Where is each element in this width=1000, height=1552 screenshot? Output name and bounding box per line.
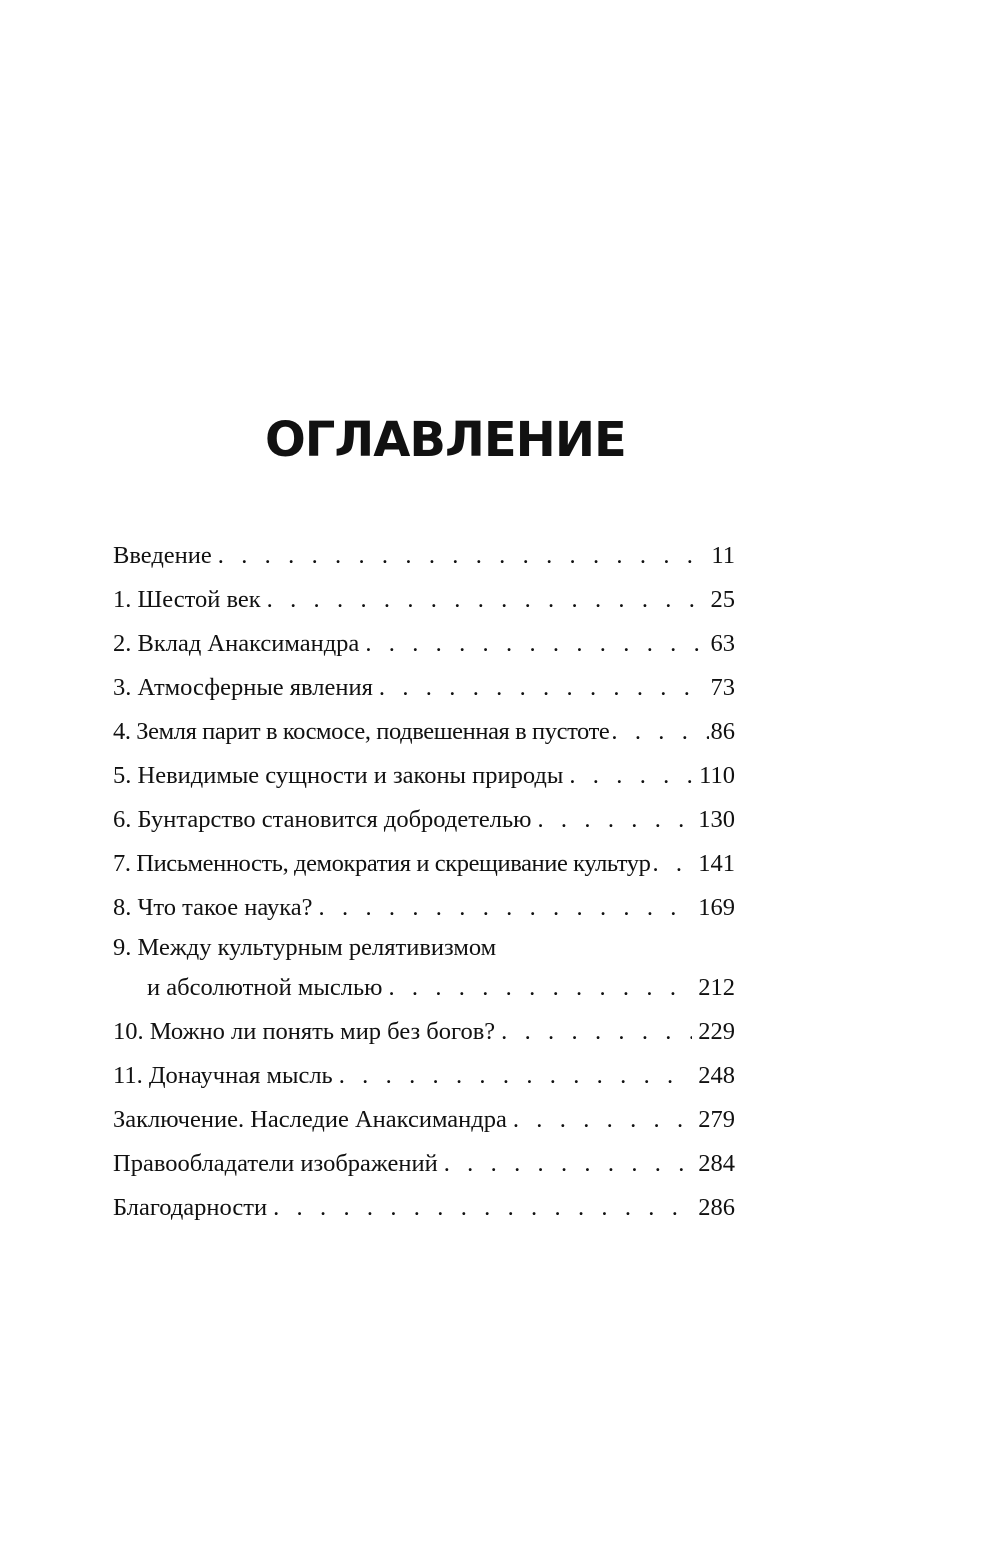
toc-entry-label: 2. Вклад Анаксимандра bbox=[113, 630, 360, 657]
dot-leader bbox=[339, 1054, 693, 1098]
toc-entry-conclusion[interactable] bbox=[113, 1098, 735, 1142]
toc-entry-chapter-1[interactable] bbox=[113, 578, 735, 622]
dot-leader bbox=[444, 1142, 693, 1186]
toc-entry-chapter-7[interactable] bbox=[113, 842, 735, 886]
toc-page-number: 279 bbox=[698, 1106, 735, 1133]
toc-entry-chapter-9[interactable] bbox=[113, 930, 735, 966]
toc-page-number: 169 bbox=[698, 894, 735, 921]
toc-page-number: 11 bbox=[711, 542, 735, 569]
toc-page-number: 63 bbox=[710, 630, 735, 657]
dot-leader bbox=[569, 754, 693, 798]
toc-page-number: 86 bbox=[710, 718, 735, 745]
toc-page-number: 73 bbox=[710, 674, 735, 701]
toc-entry-chapter-8[interactable] bbox=[113, 886, 735, 930]
toc-page-number: 130 bbox=[698, 806, 735, 833]
toc-entry-label: Заключение. Наследие Анаксимандра bbox=[113, 1106, 507, 1133]
toc-entry-chapter-2[interactable] bbox=[113, 622, 735, 666]
dot-leader bbox=[267, 578, 705, 622]
toc-entry-chapter-4[interactable] bbox=[113, 710, 735, 754]
dot-leader bbox=[365, 622, 704, 666]
toc-entry-chapter-3[interactable] bbox=[113, 666, 735, 710]
toc-entry-chapter-6[interactable] bbox=[113, 798, 735, 842]
toc-page-number: 212 bbox=[698, 974, 735, 1001]
toc-entry-label: Введение bbox=[113, 542, 212, 569]
dot-leader bbox=[379, 666, 705, 710]
toc-entry-label: 9. Между культурным релятивизмом bbox=[113, 934, 497, 961]
toc-entry-label: 6. Бунтарство становится добродетелью bbox=[113, 806, 532, 833]
toc-entry-acknowledgements[interactable] bbox=[113, 1186, 735, 1230]
dot-leader bbox=[537, 798, 692, 842]
page-title: ОГЛАВЛЕНИЕ bbox=[265, 412, 626, 468]
table-of-contents bbox=[113, 534, 735, 1230]
dot-leader bbox=[273, 1186, 692, 1230]
toc-entry-label: 4. Земля парит в космосе, подвешенная в пустоте bbox=[113, 718, 610, 745]
dot-leader bbox=[319, 886, 693, 930]
toc-page-number: 286 bbox=[698, 1194, 735, 1221]
toc-entry-label: 8. Что такое наука? bbox=[113, 894, 313, 921]
toc-entry-chapter-11[interactable] bbox=[113, 1054, 735, 1098]
toc-entry-label: 7. Письменность, демократия и скрещивание культур bbox=[113, 850, 651, 877]
toc-entry-image-credits[interactable] bbox=[113, 1142, 735, 1186]
dot-leader bbox=[501, 1010, 692, 1054]
toc-page-number: 141 bbox=[698, 850, 735, 877]
toc-page-number: 25 bbox=[710, 586, 735, 613]
toc-entry-label: Благодарности bbox=[113, 1194, 268, 1221]
toc-page-number: 110 bbox=[699, 762, 735, 789]
toc-entry-chapter-9-continued[interactable] bbox=[113, 966, 735, 1010]
toc-entry-label: 3. Атмосферные явления bbox=[113, 674, 373, 701]
toc-entry-label: 11. Донаучная мысль bbox=[113, 1062, 333, 1089]
toc-entry-label: 5. Невидимые сущности и законы природы bbox=[113, 762, 564, 789]
toc-entry-chapter-5[interactable] bbox=[113, 754, 735, 798]
toc-entry-label: Правообладатели изображений bbox=[113, 1150, 438, 1177]
toc-entry-introduction[interactable] bbox=[113, 534, 735, 578]
toc-page-number: 229 bbox=[698, 1018, 735, 1045]
dot-leader bbox=[513, 1098, 692, 1142]
toc-entry-label-continuation: и абсолютной мыслью bbox=[147, 974, 383, 1001]
toc-page-number: 248 bbox=[698, 1062, 735, 1089]
toc-entry-label: 1. Шестой век bbox=[113, 586, 261, 613]
dot-leader bbox=[611, 710, 708, 754]
dot-leader bbox=[388, 966, 692, 1010]
dot-leader bbox=[652, 842, 696, 886]
dot-leader bbox=[218, 534, 706, 578]
toc-entry-chapter-10[interactable] bbox=[113, 1010, 735, 1054]
toc-entry-label: 10. Можно ли понять мир без богов? bbox=[113, 1018, 496, 1045]
toc-page-number: 284 bbox=[698, 1150, 735, 1177]
